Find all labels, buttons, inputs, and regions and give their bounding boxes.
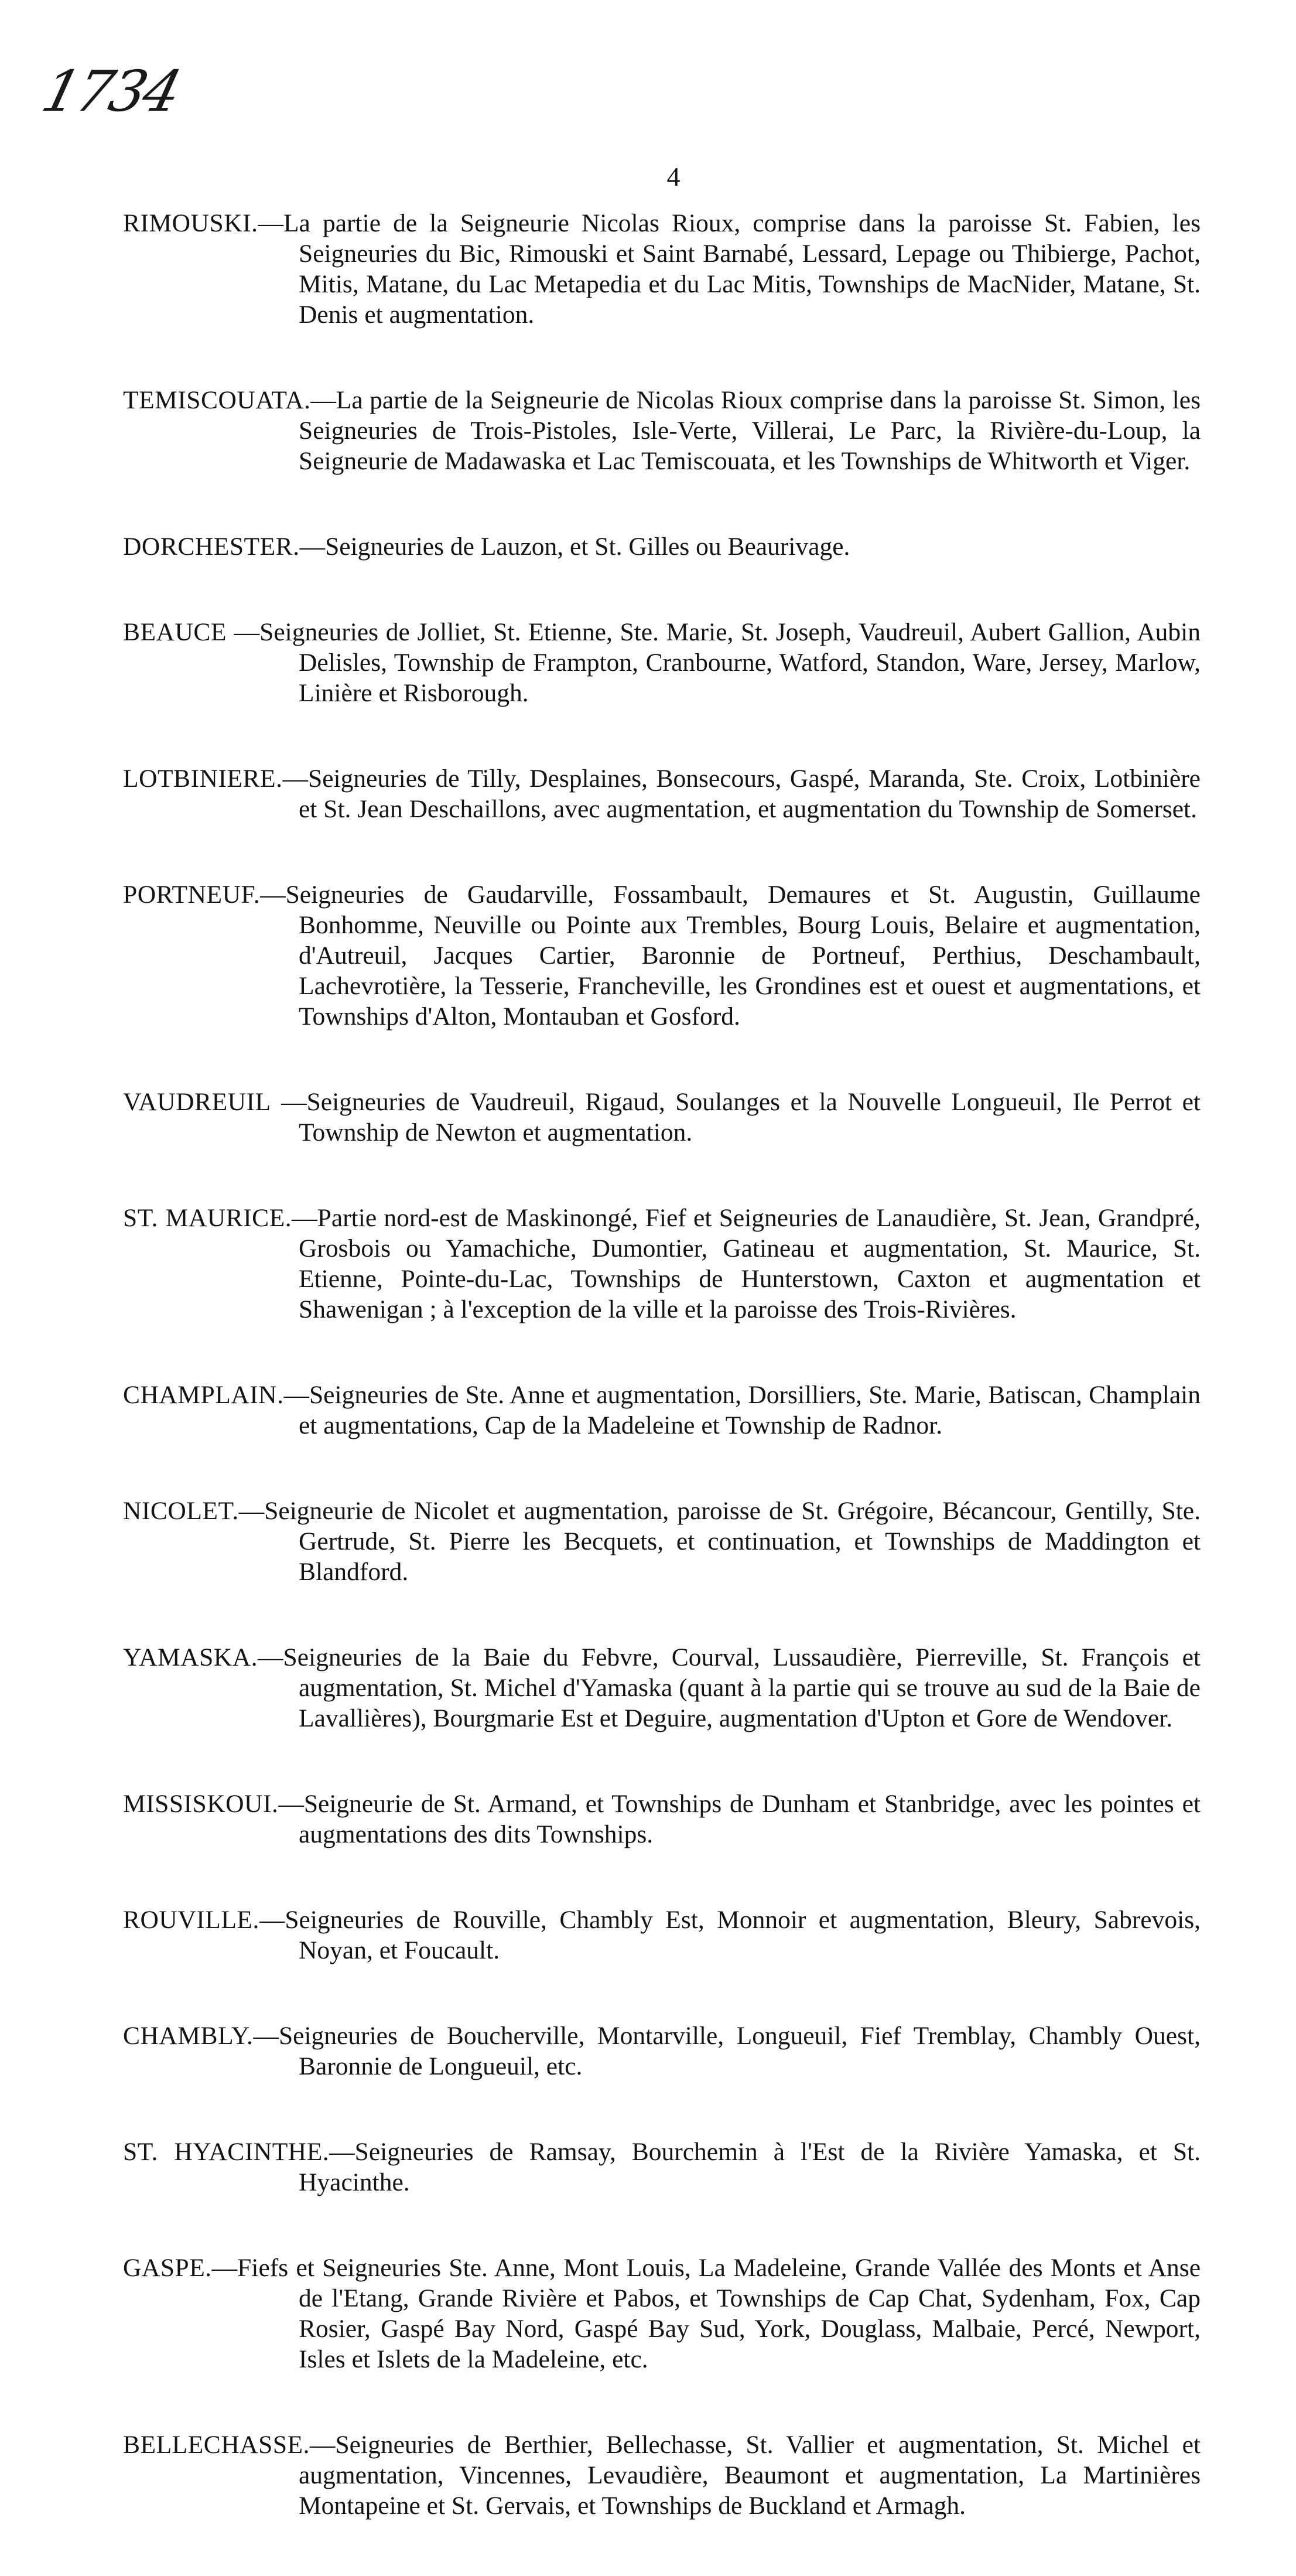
page-number: 4 (666, 162, 681, 192)
county-entry-st-maurice (123, 1203, 1201, 1325)
county-name: ST. MAURICE. (123, 1204, 292, 1232)
county-entry-rouville (123, 1905, 1201, 1966)
county-entry-dorchester (123, 531, 1201, 562)
county-description: —Seigneuries de Boucherville, Montarville, Longueuil, Fief Tremblay, Chambly Ouest, Baronnie de Longueuil, etc. (253, 2022, 1201, 2080)
county-description: —Seigneuries de Tilly, Desplaines, Bonsecours, Gaspé, Maranda, Ste. Croix, Lotbinière et St. Jean Deschaillons, avec augmentation, et augmentation du Township de Somerset. (282, 765, 1201, 823)
county-name: YAMASKA. (123, 1643, 258, 1671)
county-name: ROUVILLE. (123, 1906, 259, 1934)
county-name: VAUDREUIL (123, 1088, 271, 1116)
county-description: —Seigneuries de Gaudarville, Fossambault, Demaures et St. Augustin, Guillaume Bonhomme, Neuville ou Pointe aux Trembles, Bourg Louis, Belaire et augmentation, d'Autreuil, Jacques Cartier, Baronnie de Portneuf, Perthius, Deschambault, Lachevrotière, la Tesserie, Francheville, les Grondines est et ouest et augmentations, et Townships d'Alton, Montauban et Gosford. (260, 881, 1201, 1031)
county-description: —Seigneurie de St. Armand, et Townships de Dunham et Stanbridge, avec les pointes et augmentations des dits Townships. (278, 1790, 1201, 1848)
county-entry-rimouski (123, 208, 1201, 330)
county-description: —Partie nord-est de Maskinongé, Fief et Seigneuries de Lanaudière, St. Jean, Grandpré, Grosbois ou Yamachiche, Dumontier, Gatineau et augmentation, St. Maurice, St. Etienne, Pointe-du-Lac, Townships de Hunterstown, Caxton et augmentation et Shawenigan ; à l'exception de la ville et la paroisse des Trois-Rivières. (292, 1204, 1201, 1323)
county-entry-st-hyacinthe (123, 2137, 1201, 2198)
handwritten-page-annotation: 1734 (36, 59, 186, 124)
county-name: DORCHESTER. (123, 533, 300, 561)
county-name: NICOLET. (123, 1497, 239, 1525)
county-entry-champlain (123, 1380, 1201, 1441)
county-name: MISSISKOUI. (123, 1790, 279, 1818)
county-entry-missiskoui (123, 1789, 1201, 1850)
county-description: —Seigneuries de Jolliet, St. Etienne, Ste. Marie, St. Joseph, Vaudreuil, Aubert Gallion, Aubin Delisles, Township de Frampton, Cranbourne, Watford, Standon, Ware, Jersey, Marlow, Linière et Risborough. (227, 618, 1201, 707)
county-description: —Fiefs et Seigneuries Ste. Anne, Mont Louis, La Madeleine, Grande Vallée des Monts et Anse de l'Etang, Grande Rivière et Pabos, et Townships de Cap Chat, Sydenham, Fox, Cap Rosier, Gaspé Bay Nord, Gaspé Bay Sud, York, Douglass, Malbaie, Percé, Newport, Isles et Islets de la Madeleine, etc. (211, 2254, 1201, 2373)
county-name: BEAUCE (123, 618, 227, 646)
county-description: —La partie de la Seigneurie de Nicolas Rioux comprise dans la paroisse St. Simon, les Seigneuries de Trois-Pistoles, Isle-Verte, Villerai, Le Parc, la Rivière-du-Loup, la Seigneurie de Madawaska et Lac Temiscouata, et les Townships de Whitworth et Viger. (299, 386, 1201, 475)
county-name: CHAMPLAIN. (123, 1381, 284, 1409)
county-name: RIMOUSKI. (123, 209, 258, 237)
county-name: ST. HYACINTHE. (123, 2138, 330, 2166)
county-description: —Seigneurie de Nicolet et augmentation, paroisse de St. Grégoire, Bécancour, Gentilly, Ste. Gertrude, St. Pierre les Becquets, et continuation, et Townships de Maddington et Blandford. (238, 1497, 1201, 1586)
county-name: BELLECHASSE. (123, 2431, 310, 2459)
county-description: —Seigneuries de Ramsay, Bourchemin à l'Est de la Rivière Yamaska, et St. Hyacinthe. (299, 2138, 1201, 2196)
county-entry-nicolet (123, 1496, 1201, 1587)
county-entry-temiscouata (123, 385, 1201, 476)
county-description: —Seigneuries de Ste. Anne et augmentation, Dorsilliers, Ste. Marie, Batiscan, Champlain et augmentations, Cap de la Madeleine et Township de Radnor. (283, 1381, 1201, 1439)
county-description: —La partie de la Seigneurie Nicolas Rioux, comprise dans la paroisse St. Fabien, les Seigneuries du Bic, Rimouski et Saint Barnabé, Lessard, Lepage ou Thibierge, Pachot, Mitis, Matane, du Lac Metapedia et du Lac Mitis, Townships de MacNider, Matane, St. Denis et augmentation. (258, 209, 1201, 329)
county-description: —Seigneuries de Berthier, Bellechasse, St. Vallier et augmentation, St. Michel et augmentation, Vincennes, Levaudière, Beaumont et augmentation, La Martinières Montapeine et St. Gervais, et Townships de Buckland et Armagh. (299, 2431, 1201, 2520)
county-description: —Seigneuries de Lauzon, et St. Gilles ou Beaurivage. (299, 533, 850, 561)
county-entry-portneuf (123, 879, 1201, 1032)
county-name: GASPE. (123, 2254, 212, 2282)
county-description: —Seigneuries de Rouville, Chambly Est, Monnoir et augmentation, Bleury, Sabrevois, Noyan, et Foucault. (259, 1906, 1201, 1964)
county-entry-lotbiniere (123, 763, 1201, 824)
county-description: —Seigneuries de la Baie du Febvre, Courval, Lussaudière, Pierreville, St. François et augmentation, St. Michel d'Yamaska (quant à la partie qui se trouve au sud de la Baie de Lavallières), Bourgmarie Est et Deguire, augmentation d'Upton et Gore de Wendover. (258, 1643, 1201, 1732)
county-entry-vaudreuil (123, 1087, 1201, 1148)
county-description: —Seigneuries de Vaudreuil, Rigaud, Soulanges et la Nouvelle Longueuil, Ile Perrot et Township de Newton et augmentation. (271, 1088, 1201, 1147)
county-entry-bellechasse (123, 2430, 1201, 2521)
county-entry-beauce (123, 617, 1201, 708)
county-entry-gaspe (123, 2253, 1201, 2374)
county-entry-chambly (123, 2021, 1201, 2082)
county-entry-yamaska (123, 1642, 1201, 1734)
county-name: CHAMBLY. (123, 2022, 254, 2050)
county-name: LOTBINIERE. (123, 765, 283, 793)
county-name: TEMISCOUATA. (123, 386, 311, 414)
county-entries-list (123, 208, 1201, 2576)
county-name: PORTNEUF. (123, 881, 261, 909)
